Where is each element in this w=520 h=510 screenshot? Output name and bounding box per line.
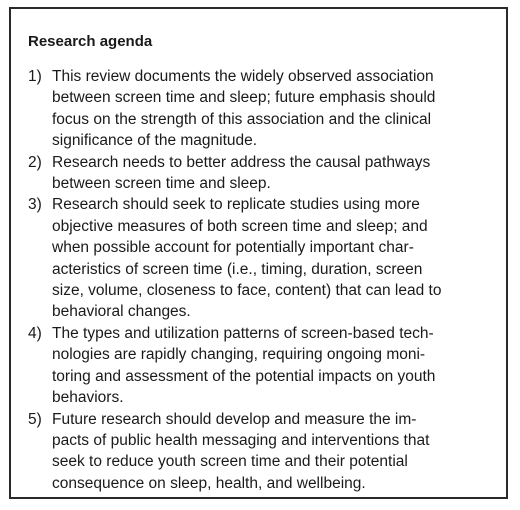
agenda-item-text (52, 409, 494, 495)
agenda-item-line: pacts of public health messaging and interventions that (52, 431, 430, 449)
agenda-item-line: between screen time and sleep; future emphasis should (52, 89, 436, 107)
agenda-item-line: nologies are rapidly changing, requiring ongoing moni- (52, 346, 426, 364)
agenda-item-line: size, volume, closeness to face, content) that can lead to (52, 282, 442, 300)
agenda-item-line: when possible account for potentially important char- (52, 239, 414, 257)
agenda-item-text (52, 194, 494, 322)
agenda-item-line: toring and assessment of the potential impacts on youth (52, 367, 436, 385)
agenda-item-number: 5) (28, 410, 42, 428)
agenda-item (28, 409, 494, 495)
agenda-item-line: acteristics of screen time (i.e., timing, duration, screen (52, 260, 423, 278)
agenda-item-line: significance of the magnitude. (52, 132, 258, 150)
agenda-item-line: Future research should develop and measure the im- (52, 410, 417, 428)
agenda-item-line: This review documents the widely observed association (52, 68, 434, 85)
agenda-item-line: focus on the strength of this association and the clinical (52, 110, 432, 128)
agenda-item-number: 1) (28, 68, 42, 85)
agenda-item-line: Research should seek to replicate studies using more (52, 196, 420, 214)
agenda-item-number: 4) (28, 324, 42, 342)
agenda-item (28, 152, 494, 195)
agenda-item-line: between screen time and sleep. (52, 175, 271, 193)
agenda-item (28, 323, 494, 409)
agenda-item-line: seek to reduce youth screen time and their potential (52, 453, 408, 471)
agenda-item-number: 3) (28, 196, 42, 214)
agenda-item-line: The types and utilization patterns of screen-based tech- (52, 324, 434, 342)
agenda-item-line: objective measures of both screen time and sleep; and (52, 217, 428, 235)
agenda-item-text (52, 323, 494, 409)
agenda-item (28, 66, 494, 152)
agenda-item-text (52, 152, 494, 195)
agenda-item-number: 2) (28, 153, 42, 171)
agenda-item-text (52, 66, 494, 152)
agenda-item (28, 194, 494, 322)
agenda-item-line: behavioral changes. (52, 303, 191, 321)
agenda-item-line: Research needs to better address the causal pathways (52, 153, 431, 171)
agenda-item-line: consequence on sleep, health, and wellbeing. (52, 474, 366, 492)
agenda-item-line: behaviors. (52, 389, 124, 407)
research-agenda-list (28, 66, 494, 494)
box-title: Research agenda (28, 33, 153, 50)
